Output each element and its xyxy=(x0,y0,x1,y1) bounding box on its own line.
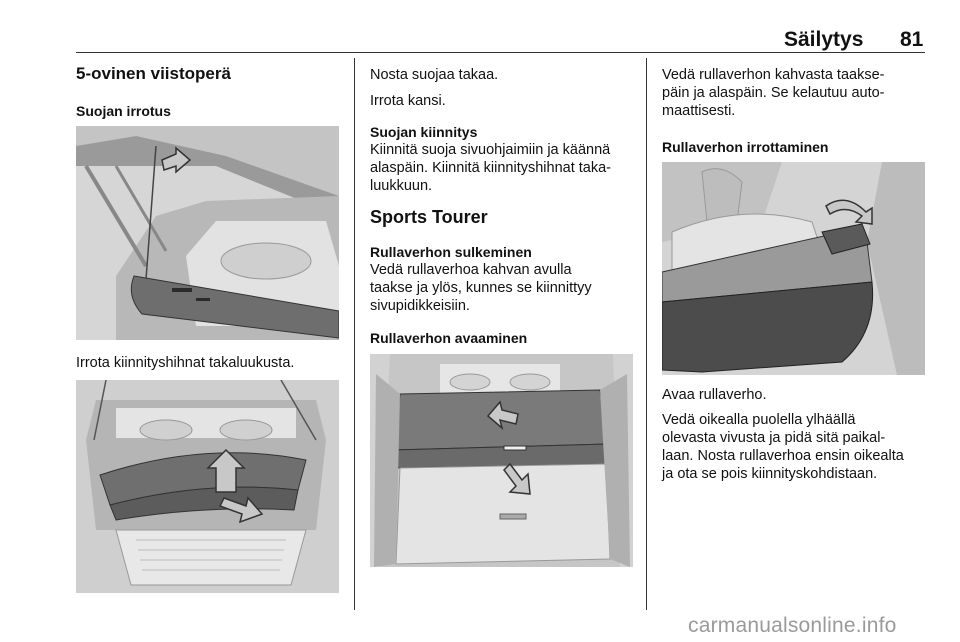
subheading-opening-blind: Rullaverhon avaaminen xyxy=(370,330,528,346)
header-rule xyxy=(76,52,925,53)
paragraph-release-lever xyxy=(662,411,926,483)
text-line: Vedä oikealla puolella ylhäällä xyxy=(662,412,856,428)
text-line: sivupidikkeisiin. xyxy=(370,298,470,314)
text-line: alaspäin. Kiinnitä kiinnityshihnat taka- xyxy=(370,160,611,176)
paragraph-cover-fitting xyxy=(370,141,634,195)
illustration-hatchback-luggage-cover xyxy=(76,380,339,593)
paragraph-pull-handle xyxy=(662,66,926,120)
column-divider-left xyxy=(354,58,355,610)
illustration-sports-tourer-blind xyxy=(370,354,633,567)
subheading-cover-fitting: Suojan kiinnitys xyxy=(370,124,478,140)
text-open-blind: Avaa rullaverho. xyxy=(662,387,767,403)
text-line: Kiinnitä suoja sivuohjaimiin ja käännä xyxy=(370,142,611,158)
subheading-cover-removal: Suojan irrotus xyxy=(76,103,171,119)
text-line: Vedä rullaverhoa kahvan avulla xyxy=(370,262,572,278)
footer-watermark: carmanualsonline.info xyxy=(688,614,897,637)
page-number: 81 xyxy=(900,28,924,51)
text-line: maattisesti. xyxy=(662,103,736,119)
text-line: päin ja alaspäin. Se kelautuu auto- xyxy=(662,85,885,101)
text-remove-lid: Irrota kansi. xyxy=(370,93,446,109)
illustration-blind-removal xyxy=(662,162,925,375)
section-heading-sports-tourer: Sports Tourer xyxy=(370,207,488,227)
subheading-removing-blind: Rullaverhon irrottaminen xyxy=(662,139,829,155)
paragraph-closing-blind xyxy=(370,261,634,315)
page-header-title: Säilytys xyxy=(784,28,864,51)
text-line: ja ota se pois kiinnityskohdistaan. xyxy=(662,466,878,482)
caption-detach-straps: Irrota kiinnityshihnat takaluukusta. xyxy=(76,355,295,371)
column-divider-right xyxy=(646,58,647,610)
section-heading-hatchback: 5-ovinen viistoperä xyxy=(76,64,231,83)
text-line: laan. Nosta rullaverhoa ensin oikealta xyxy=(662,448,904,464)
text-line: taakse ja ylös, kunnes se kiinnittyy xyxy=(370,280,592,296)
text-line: olevasta vivusta ja pidä sitä paikal- xyxy=(662,430,886,446)
illustration-hatchback-cover-removal xyxy=(76,126,339,340)
text-line: luukkuun. xyxy=(370,178,433,194)
text-line: Vedä rullaverhon kahvasta taakse- xyxy=(662,67,885,83)
text-lift-cover: Nosta suojaa takaa. xyxy=(370,67,499,83)
subheading-closing-blind: Rullaverhon sulkeminen xyxy=(370,244,532,260)
